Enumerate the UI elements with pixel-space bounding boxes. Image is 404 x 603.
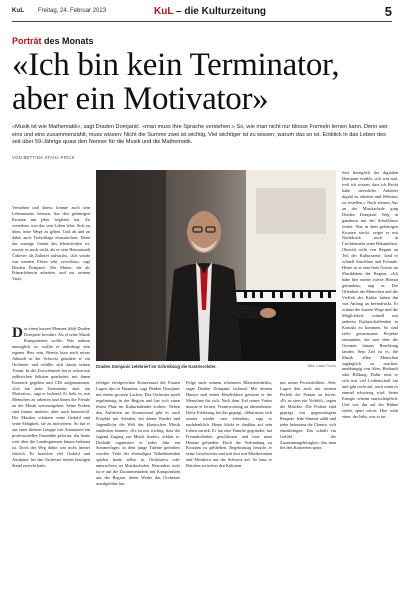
text-column-4 <box>280 380 336 598</box>
paragraph: as einen kurzen Moment fühlt Draden Domjanić bewährt. Als el seine Musik Komponieren wollte. Was nahezu unmöglich ist, wollte er unbedingt sein eigener Herr sein. Bereits kurz nach seiner Ankunft in der Schweiz gründete er ein Orchester und erfüllte sich damit seinen Traum. In der Zwischenzeit hat er schon mit zahlreichen Solisten gearbeitet, mit ihnen Konzerte gegeben und CDs aufgenommen. «Ich bin kein Terminator, aber ein Motivator», sagt er lachend. Er liebt es, mit Menschen zu arbeiten und ihnen die Freude an der Musik weiterzugeben. Seine Proben sind immer intensiv, aber auch humorvoll. Die Musiker schätzen seine Geduld und seine Fähigkeit, sie zu motivieren. So hat er aus einer kleinen Gruppe von Amateuren ein professionelles Ensemble geformt, das heute weit über die Landesgrenzen hinaus bekannt ist. Doch der Weg dahin war nicht immer einfach. Es brauchte viel Geduld und Ausdauer, bis das Orchester seinen heutigen Stand erreicht hatte. <box>12 326 90 468</box>
portrait-photo <box>96 170 336 361</box>
newspaper-logo: KuL <box>12 8 25 14</box>
text-column-1-bottom <box>12 326 90 598</box>
photo-caption <box>96 364 336 369</box>
paragraph: erfolgte erfolgreichen Konzertund die Frauen Lagen den in Finanzen, sagt Draden Domjanić mit einem grossen Lachen. Das Orchester spielt regelmässig in der Region und hat sich einen festen Platz im Kulturkalender erobert. Neben den Auftritten im Konzertsaal gibt es auch Projekte mit Schulen, bei denen Kinder und Jugendliche die Welt der klassischen Musik entdecken können. «Es ist mir wichtig, dass die Jugend Zugang zur Musik findet», erklärt er. Deshalb organisiert er jedes Jahr ein Sommerlager, in dem junge Talente gefördert werden. Viele der ehemaligen Teilnehmenden spielen heute selbst in Orchestern oder unterrichten an Musikschulen. Besonders stolz ist er auf die Zusammenarbeit mit Komponisten aus der Region, deren Werke das Orchester uraufgeführt hat. <box>96 380 180 487</box>
issue-date: Freitag, 24. Februar 2023 <box>38 8 107 14</box>
section-title <box>154 6 266 17</box>
article-lede: «Musik ist wie Mathematik», sagt Draden Domjanić. «man muss ihre Sprache verstehen.» So, wie man nicht nur blosse Formeln lernen kann. Denn wer eins und eins zusammenzählt, muss wissen: Nicht die Summe zwei ist wichtig. Viel wichtiger ist zu wissen, warum das so ist. Einblick in das Leben des seit über 59-Jährige quasi den Nenner für die Musik und die Mathematik. <box>12 124 388 146</box>
photo-credit: Bild: Lukas Fuchs <box>307 364 336 368</box>
section-name: KuL <box>154 6 174 17</box>
paragraph: fiert beziiglich der digitalen Domjanić erzählt, «ich was mal, weil ich wissen, dass ich Recht habe, stressliche Anbieter digital zu arbeiten und Websites zu erstellen.» Nach seinem Aus an der Musikschule ging Draden Domjanić Weg in ganzhorn mit der Schulklasse weiter. Was in dem gebürtigen Kroaten steckt, zeigte er mit Nachdruck noch in Liechtenstein seine Bekanntheit. Obwohl nicht von Beginn an Teil der Kulturszene, fand er schnell Anschluss und Freunde. Heute ist er eine feste Grösse im Musikleben der Region. «Ich habe hier meine zweite Heimat gefunden», sagt er. Die Offenheit der Menschen und die Vielfalt der Kultur haben ihn von Anfang an beeindruckt. Er schätzt die kurzen Wege und die Möglichkeit, schnell mit anderen Kulturschaffenden in Kontakt zu kommen. So sind viele gemeinsame Projekte entstanden, die weit über die Grenzen hinaus Beachtung fanden. Sein Ziel ist es, die Musik allen Menschen zugänglich zu machen, unabhängig von Alter, Herkunft oder Bildung. Dafür setzt er sich mit viel Leidenschaft ein und gibt nicht auf, auch wenn es einmal schwierig wird. Seine Energie scheint unerschöpflich. Und wer ihn auf der Bühne erlebt, spürt sofort: Hier steht einer, der liebt, was er tut. <box>342 170 398 420</box>
drop-cap: D <box>12 326 23 341</box>
caption-text: Draden Domjanić zelebriert im Schreibzug die Kastrierolster. <box>96 364 217 369</box>
kicker-rest: des Monats <box>41 36 94 46</box>
kicker-label: Porträt <box>12 36 42 46</box>
photo-illustration <box>96 170 336 361</box>
page-header <box>12 6 392 22</box>
text-column-3 <box>186 380 272 598</box>
paragraph: mit seiner Persönlichkeit. Aber Lagen den auch mit seinem Perfekt die Frauen zu hören. «Er ist stets ein Vorbild», sagen die Musiker. Die Proben sind geprägt von gegenseitigem Respekt. Jede Stimme zählt und jeder bekommt die Chance, sich einzubringen. Das schafft ein Gefühl der Zusammengehörigkeit, das man bei den Konzerten spürt. <box>280 380 336 451</box>
paragraph: Folge nach seinem schönsten Bläsermeldetlos, sagte Draden Domjanić lachend. Mit seinem Humor und seiner Herzlichkeit gewinnt er die Menschen für sich. Nach dem Tod seines Vaters musste er lernen, Verantwortung zu übernehmen. Diese Erfahrung hat ihn geprägt. «Man muss sich immer wieder neu erfinden», sagt er nachdenklich. Heute blickt er dankbar auf sein Leben zurück. Er hat eine Familie gegründet, hat Freundschaften geschlossen und eine neue Heimat gefunden. Doch die Verbindung zu Kroatien ist geblieben. Regelmässig besucht er seine Geschwister und tritt dort mit Musikerinnen und Musikern aus der Schweiz auf. So baut er Brücken zwischen den Kulturen. <box>186 380 272 469</box>
article-byline: VON BETTINA STAHL-FRICK <box>12 155 75 160</box>
paragraph: Verstehen und üben» könnte auch sein Lebensmotto heissen, das den gebürtigen Kroaten mit jeher begleitet hat. Zu verstehen, was das sein Leben lehrt. Sich zu üben, neue Wege zu gehen. Und ab und an dabei auch Tiefschläge einzustecken. Denn das sonnige Gemüt des lebensfrohen ist, wusste es noch nicht, als er sein Heimatstadt Čakovec als Zuhörer aufwuchs, «Ich wurde von meinen Eltern sehr verwöhnt», sagt Dradon Domjanić. Die Mutter, die als Primarlehrerin arbeitete, und vor seinem Vater, <box>12 205 90 282</box>
article-kicker <box>12 36 94 46</box>
article-headline: «Ich bin kein Terminator, aber ein Motivator» <box>12 47 340 117</box>
page-number: 5 <box>384 4 392 19</box>
text-column-1-top <box>12 205 90 321</box>
section-subtitle: – die Kulturzeitung <box>173 6 267 17</box>
text-column-5 <box>342 170 398 598</box>
text-column-2 <box>96 380 180 598</box>
